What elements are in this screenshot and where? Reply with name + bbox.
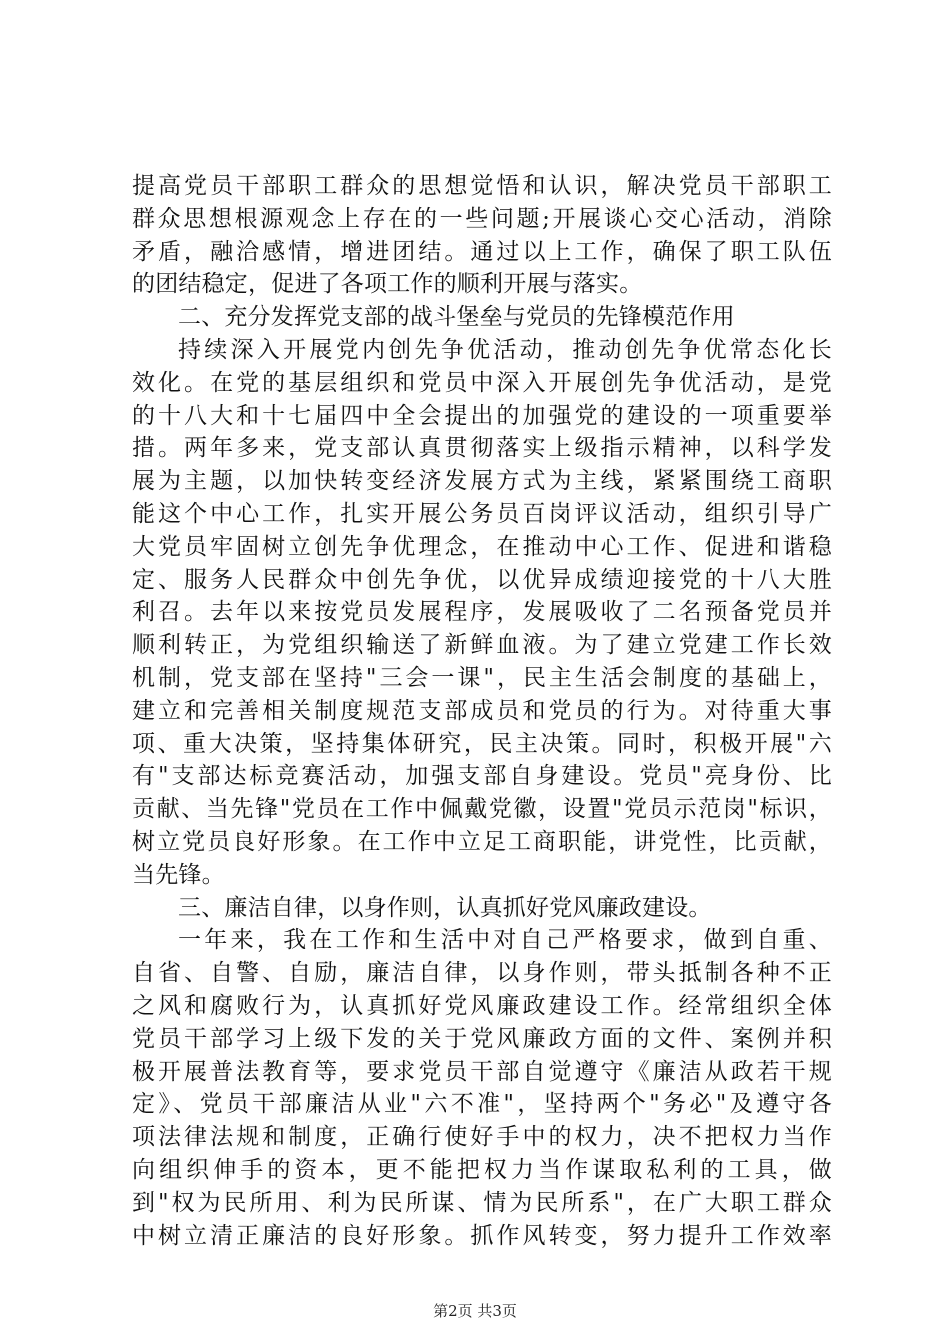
text-line: 顺利转正，为党组织输送了新鲜血液。为了建立党建工作长效	[132, 632, 832, 659]
text-line: 二、充分发挥党支部的战斗堡垒与党员的先锋模范作用	[178, 304, 735, 331]
text-line: 自省、自警、自励，廉洁自律，以身作则，带头抵制各种不正	[132, 960, 832, 987]
text-line: 中树立清正廉洁的良好形象。抓作风转变，努力提升工作效率	[132, 1222, 832, 1249]
page-number-label: 第2页 共3页	[433, 1302, 517, 1320]
text-line: 定、服务人民群众中创先争优，以优异成绩迎接党的十八大胜	[132, 566, 832, 593]
text-line: 向组织伸手的资本，更不能把权力当作谋取私利的工具，做	[132, 1156, 832, 1183]
text-line: 的十八大和十七届四中全会提出的加强党的建设的一项重要举	[132, 402, 832, 429]
text-line: 能这个中心工作，扎实开展公务员百岗评议活动，组织引导广	[132, 500, 832, 527]
text-line: 树立党员良好形象。在工作中立足工商职能，讲党性，比贡献，	[132, 828, 832, 855]
text-line: 党员干部学习上级下发的关于党风廉政方面的文件、案例并积	[132, 1025, 832, 1052]
text-line: 极开展普法教育等，要求党员干部自觉遵守《廉洁从政若干规	[132, 1058, 832, 1085]
text-line: 贡献、当先锋"党员在工作中佩戴党徽，设置"党员示范岗"标识，	[132, 796, 832, 823]
page-footer	[0, 1300, 950, 1321]
text-line: 建立和完善相关制度规范支部成员和党员的行为。对待重大事	[132, 697, 832, 724]
text-line: 项法律法规和制度，正确行使好手中的权力，决不把权力当作	[132, 1124, 832, 1151]
text-line: 一年来，我在工作和生活中对自己严格要求，做到自重、	[178, 927, 832, 954]
text-line: 持续深入开展党内创先争优活动，推动创先争优常态化长	[178, 336, 832, 363]
text-line: 到"权为民所用、利为民所谋、情为民所系"，在广大职工群众	[132, 1189, 832, 1216]
document-body	[132, 170, 832, 1252]
text-line: 措。两年多来，党支部认真贯彻落实上级指示精神，以科学发	[132, 435, 832, 462]
text-line: 机制，党支部在坚持"三会一课"，民主生活会制度的基础上，	[132, 664, 832, 691]
text-line: 展为主题，以加快转变经济发展方式为主线，紧紧围绕工商职	[132, 468, 832, 495]
text-line: 矛盾，融洽感情，增进团结。通过以上工作，确保了职工队伍	[132, 238, 832, 265]
text-line: 当先锋。	[132, 861, 225, 888]
text-line: 项、重大决策，坚持集体研究，民主决策。同时，积极开展"六	[132, 730, 832, 757]
text-line: 大党员牢固树立创先争优理念，在推动中心工作、促进和谐稳	[132, 533, 832, 560]
text-line: 有"支部达标竞赛活动，加强支部自身建设。党员"亮身份、比	[132, 763, 832, 790]
text-line: 效化。在党的基层组织和党员中深入开展创先争优活动，是党	[132, 369, 832, 396]
text-line: 三、廉洁自律，以身作则，认真抓好党风廉政建设。	[178, 894, 712, 921]
text-line: 的团结稳定，促进了各项工作的顺利开展与落实。	[132, 271, 643, 298]
text-line: 提高党员干部职工群众的思想觉悟和认识，解决党员干部职工	[132, 173, 832, 199]
text-line: 定》、党员干部廉洁从业"六不准"，坚持两个"务必"及遵守各	[132, 1091, 832, 1118]
text-line: 之风和腐败行为，认真抓好党风廉政建设工作。经常组织全体	[132, 992, 832, 1019]
text-line: 利召。去年以来按党员发展程序，发展吸收了二名预备党员并	[132, 599, 832, 626]
text-line: 群众思想根源观念上存在的一些问题;开展谈心交心活动，消除	[132, 205, 832, 232]
